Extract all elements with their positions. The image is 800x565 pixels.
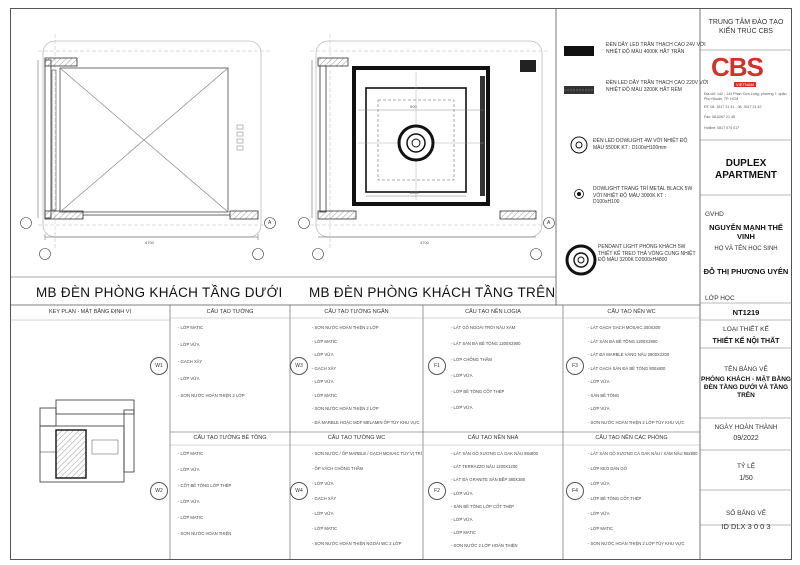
date-label: NGÀY HOÀN THÀNH (714, 424, 778, 431)
student-label: HỌ VÀ TÊN HỌC SINH (714, 246, 778, 252)
detail-item: - LỚP VỮA (588, 406, 610, 411)
gvhd-name: NGUYỄN MẠNH THẾ VINH (709, 223, 783, 241)
detail-item: - LỚP VỮA (451, 373, 473, 378)
detail-title: CẤU TẠO TƯỜNG WC (327, 435, 386, 441)
detail-title: CẤU TẠO TƯỜNG BÊ TÔNG (193, 435, 267, 441)
gvhd-label: GVHD (705, 211, 724, 218)
led-strip-4000k-icon (564, 46, 594, 56)
project-name: DUPLEX APARTMENT (714, 158, 778, 181)
cbs-logo: CBS (711, 52, 763, 82)
detail-item: - LỚP VỮA (451, 490, 473, 496)
phone: ĐT: 08. 3517 21 41 - 08. 3517 21 42 (704, 105, 762, 109)
class-label: LỚP HỌC (705, 295, 735, 302)
detail-items (178, 325, 288, 410)
detail-items (178, 451, 288, 547)
detail-title: CẤU TẠO NỀN WC (607, 309, 656, 315)
legend-text-2: ĐÈN LED DÂY TRẦN THẠCH CAO 220V VỚI NHIỆT ĐỘ MÀU 3200K HẮT RÈM (606, 80, 709, 93)
detail-item: - LỚP MATIC (312, 392, 338, 398)
student-name: ĐỖ THỊ PHƯƠNG UYÊN (703, 267, 789, 276)
detail-item: - LỚP MATIC (312, 338, 338, 344)
detail-items (588, 325, 698, 433)
dim-upper-inner: 2500 (410, 190, 419, 195)
detail-item: - SƠN NƯỚC HOÀN THIỆN 2 LỚP (178, 393, 245, 398)
dim-lower-bottom: 4700 (145, 240, 154, 245)
detail-item: - SÀN BÊ TÔNG LỚP CỐT THÉP (451, 503, 515, 509)
detail-items (588, 451, 698, 556)
detail-item: - ĐÁ MARBLE HOẶC MDF MELAMIN ỐP TÙY KHU VỰC (312, 419, 420, 425)
detail-item: - CỐT BÊ TÔNG LỚP THÉP (178, 483, 232, 488)
detail-item: - LÁT GẠCH SÀN ĐÁ BÊ TÔNG 800x800 (588, 365, 666, 371)
detail-item: - LỚP MATIC (178, 451, 204, 456)
detail-item: - SƠN NƯỚC HOÀN THIỆN (178, 531, 232, 536)
detail-item: - LỚP VỮA (588, 511, 610, 516)
type-value: THIẾT KẾ NỘI THẤT (712, 338, 780, 345)
detail-item: - LỚP BÊ TÔNG CỐT THÉP (588, 496, 642, 501)
detail-items (451, 451, 561, 557)
detail-item: - SƠN NƯỚC HOÀN THIỆN NGOÀI WC 2 LỚP (312, 541, 402, 546)
upper-floor-plan (299, 34, 555, 260)
dim-upper-bottom: 4700 (420, 240, 429, 245)
legend-text-4: DOWLIGHT TRANG TRÍ METAL BLACK 5W VỚI NHIỆT ĐỘ MÀU 3000K KT : D100xH100 (593, 186, 693, 205)
detail-code: F3 (566, 357, 584, 375)
detail-item: - LÁT SÀN GỖ XƯƠNG CÁ OAK NÂU 98x800 (451, 451, 538, 456)
detail-item: - SƠN NƯỚC HOÀN THIỆN 2 LỚP (312, 406, 379, 411)
detail-item: - LÁT GỖ NGOÀI TRỜI NÂU XÁM (451, 325, 516, 330)
hotline: Hotline: 0817 074 017 (704, 126, 740, 130)
pendant-light-icon (567, 246, 595, 274)
scale-label: TỶ LỆ (736, 463, 756, 470)
legend-text-5: PENDANT LIGHT PHÒNG KHÁCH 5W THIẾT KẾ TREO THẢ VÒNG CUNG NHIỆT ĐỘ MÀU 3200K D2000xH4800 (598, 244, 696, 263)
detail-item: - LỚP VỮA (178, 376, 200, 381)
type-label: LOẠI THIẾT KẾ (723, 326, 769, 333)
detail-item: - LỚP VỮA (312, 481, 334, 486)
detail-title: CẤU TẠO NỀN CÁC PHÒNG (595, 435, 668, 441)
detail-item: - LỚP MATIC (451, 530, 477, 536)
legend-text-1: ĐÈN DÂY LED TRẦN THẠCH CAO 24V VỚI NHIỆT ĐỘ MÀU 4000K HẮT TRẦN (606, 42, 706, 55)
dim-upper-top: 900 (410, 104, 417, 109)
detail-item: - GẠCH XÂY (312, 496, 337, 501)
detail-code: F1 (428, 357, 446, 375)
detail-item: - LỚP VỮA (451, 516, 473, 522)
title-lower-floor: MB ĐÈN PHÒNG KHÁCH TẦNG DƯỚI (36, 285, 283, 300)
downlight-icon (571, 137, 587, 153)
detail-item: - LỚP VỮA (312, 379, 334, 384)
detail-item: - LỚP VỮA (178, 342, 200, 347)
detail-item: - LÁT SÀN GỖ XƯƠNG CÁ OAK NÂU / XÁM NÂU 98x800 (588, 451, 698, 456)
detail-item: - LỚP VỮA (312, 511, 334, 516)
lower-floor-plan (21, 34, 276, 260)
key-plan-title: KEY PLAN - MẶT BẰNG ĐỊNH VỊ (48, 309, 131, 315)
detail-item: - LỚP MATIC (178, 515, 204, 520)
legend-symbols (564, 46, 595, 274)
detail-title: CẤU TẠO TƯỜNG NGĂN (324, 309, 389, 315)
date-value: 09/2022 (733, 435, 759, 442)
detail-item: - GẠCH XÂY (312, 365, 337, 371)
axis-label-upper: A (547, 220, 551, 226)
drawing-value: PHÒNG KHÁCH - MẶT BẰNG ĐÈN TẦNG DƯỚI VÀ TẦNG TRÊN (701, 376, 791, 399)
detail-item: - SƠN NƯỚC HOÀN THIỆN 2 LỚP TÙY KHU VỰC (588, 541, 685, 546)
detail-item: - LÁT SÀN ĐÁ BÊ TÔNG 1200X2900 (588, 338, 658, 344)
detail-item: - LỚP MATIC (178, 325, 204, 330)
detail-code: W1 (150, 357, 168, 375)
detail-code: F2 (428, 482, 446, 500)
detail-item: - LỚP BÊ TÔNG CỐT THÉP (451, 389, 505, 394)
detail-item: - ỐP VÁCH CHỐNG THẤM (312, 466, 364, 471)
detail-item: - LỚP VỮA (312, 352, 334, 357)
detail-item: - LỚP VỮA (451, 405, 473, 410)
detail-item: - LỚP VỮA (178, 467, 200, 472)
legend-text-3: ĐÈN LED DOWLIGHT 4W VỚI NHIỆT ĐỘ MÀU 5500K KT : D100xH100mm (593, 138, 688, 151)
detail-item: - LÁT ĐÁ GRANITE SÀN BẾP 380X380 (451, 477, 526, 483)
detail-item: - GẠCH XÂY (178, 359, 203, 364)
fax: Fax: 08.6267 21 46 (704, 115, 735, 119)
class-value: NT1219 (732, 308, 760, 317)
sheet-value: ID DLX 3 0 0 3 (721, 522, 771, 531)
detail-title: CẤU TẠO TƯỜNG (206, 309, 254, 315)
address: Địa chỉ: 142 - 144 Phan Xích Long, phường 7, quận Phú Nhuận, TP. HCM (704, 92, 787, 101)
detail-code: W2 (150, 482, 168, 500)
title-upper-floor: MB ĐÈN PHÒNG KHÁCH TẦNG TRÊN (309, 285, 556, 300)
detail-title: CẤU TẠO NỀN NHÀ (467, 435, 519, 441)
detail-item: - LÁT GẠCH GẠCH MOSAIC 300X300 (588, 325, 661, 330)
training-center: TRUNG TÂM ĐÀO TẠO KIẾN TRÚC CBS (708, 19, 784, 35)
detail-item: - LỚP VỮA (588, 481, 610, 486)
detail-title: CẤU TẠO NỀN LOGIA (465, 309, 521, 315)
detail-item: - LỚP KEO DÁN GỖ (588, 466, 627, 471)
detail-item: - LÁT TERRAZZO NÂU 1200X1200 (451, 464, 518, 470)
detail-item: - LỚP CHỐNG THẤM (451, 357, 492, 362)
detail-item: - LÁT SÀN ĐÁ BÊ TÔNG 1200X2900 (451, 341, 521, 346)
detail-item: - LỚP VỮA (588, 379, 610, 384)
detail-code: W4 (290, 482, 308, 500)
detail-item: - LỚP VỮA (178, 499, 200, 504)
cbs-logo-sub: VIETNAM (736, 82, 754, 87)
detail-item: - SƠN NƯỚC HOÀN THIỆN 2 LỚP TÙY KHU VỰC (588, 419, 685, 425)
detail-item: - SƠN NƯỚC 2 LỚP HOÀN THIỆN (451, 543, 518, 549)
detail-item: - LÁT ĐÁ MARBLE VÀNG NÂU 2800X2200 (588, 352, 670, 357)
drawing-label: TÊN BẢNG VẼ (724, 366, 768, 373)
metal-downlight-icon (575, 190, 584, 199)
detail-item: - LỚP MATIC (588, 526, 614, 531)
detail-item: - SƠN NƯỚC HOÀN THIỆN 2 LỚP (312, 325, 379, 330)
detail-items (312, 451, 422, 556)
detail-code: W3 (290, 357, 308, 375)
detail-item: - SÀN BÊ TÔNG (588, 392, 620, 398)
detail-code: F4 (566, 482, 584, 500)
axis-label-lower: A (268, 220, 272, 226)
detail-item: - LỚP MATIC (312, 526, 338, 531)
sheet-label: SỐ BẢNG VẼ (725, 510, 767, 517)
key-plan (40, 400, 134, 482)
scale-value: 1/50 (739, 475, 753, 482)
detail-item: - SƠN NƯỚC / ỐP MARBLE / GẠCH MOSAIC TÙY VỊ TRÍ (312, 451, 422, 456)
detail-items (312, 325, 422, 433)
detail-items (451, 325, 561, 421)
